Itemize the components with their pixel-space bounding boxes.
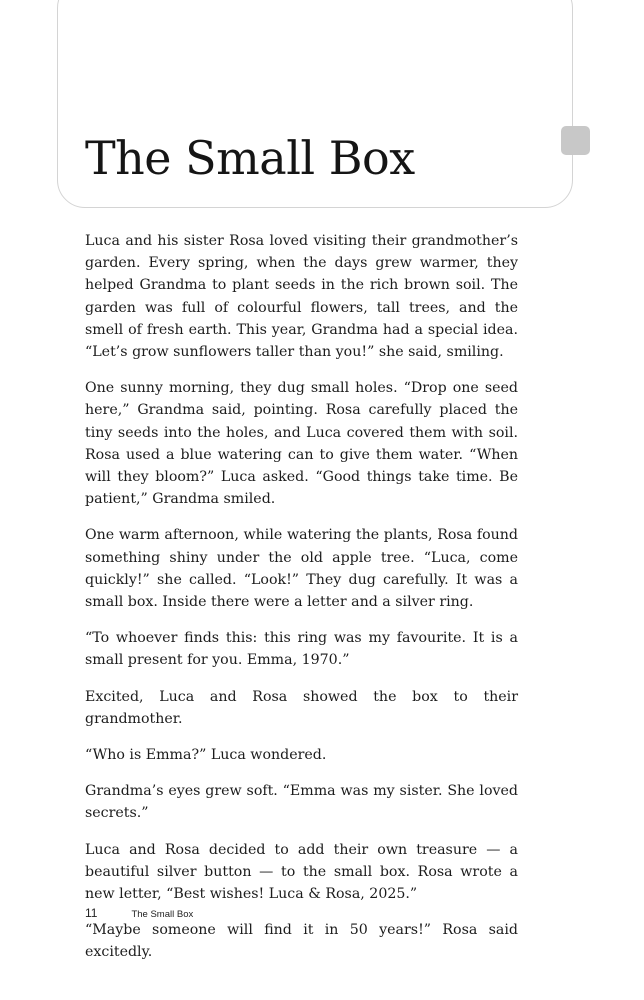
story-paragraph: “Who is Emma?” Luca wondered. <box>85 747 327 764</box>
running-title: The Small Box <box>131 909 194 920</box>
story-paragraph: Luca and Rosa decided to add their own treasure — a beautiful silver button — to the small box. Rosa wrote a new letter, “Best wishes! Luca & Rosa, 2025.” <box>85 841 518 903</box>
story-body <box>85 230 518 978</box>
story-paragraph: Grandma’s eyes grew soft. “Emma was my sister. She loved secrets.” <box>85 783 518 822</box>
story-paragraph: One sunny morning, they dug small holes. “Drop one seed here,” Grandma said, pointing. Rosa carefully placed the tiny seeds into the holes, and Luca covered them with soil. Rosa used a blue watering can to give them water. “When will they bloom?” Luca asked. “Good things take time. Be patient,” Grandma smiled. <box>85 380 518 508</box>
page-number: 11 <box>85 906 98 920</box>
story-paragraph: “To whoever finds this: this ring was my favourite. It is a small present for you. Emma, 1970.” <box>85 630 518 669</box>
story-paragraph: Luca and his sister Rosa loved visiting their grandmother’s garden. Every spring, when the days grew warmer, they helped Grandma to plant seeds in the rich brown soil. The garden was full of colourful flowers, tall trees, and the smell of fresh earth. This year, Grandma had a special idea. “Let’s grow sunflowers taller than you!” she said, smiling. <box>85 233 518 361</box>
page-footer <box>85 904 193 922</box>
story-paragraph: Excited, Luca and Rosa showed the box to their grandmother. <box>85 688 518 727</box>
story-paragraph: One warm afternoon, while watering the plants, Rosa found something shiny under the old apple tree. “Luca, come quickly!” she called. “Look!” They dug carefully. It was a small box. Inside there were a letter and a silver ring. <box>85 527 518 611</box>
page-tab-marker <box>561 126 590 155</box>
page-title: The Small Box <box>85 131 415 185</box>
story-paragraph: “Maybe someone will find it in 50 years!” Rosa said excitedly. <box>85 922 518 961</box>
